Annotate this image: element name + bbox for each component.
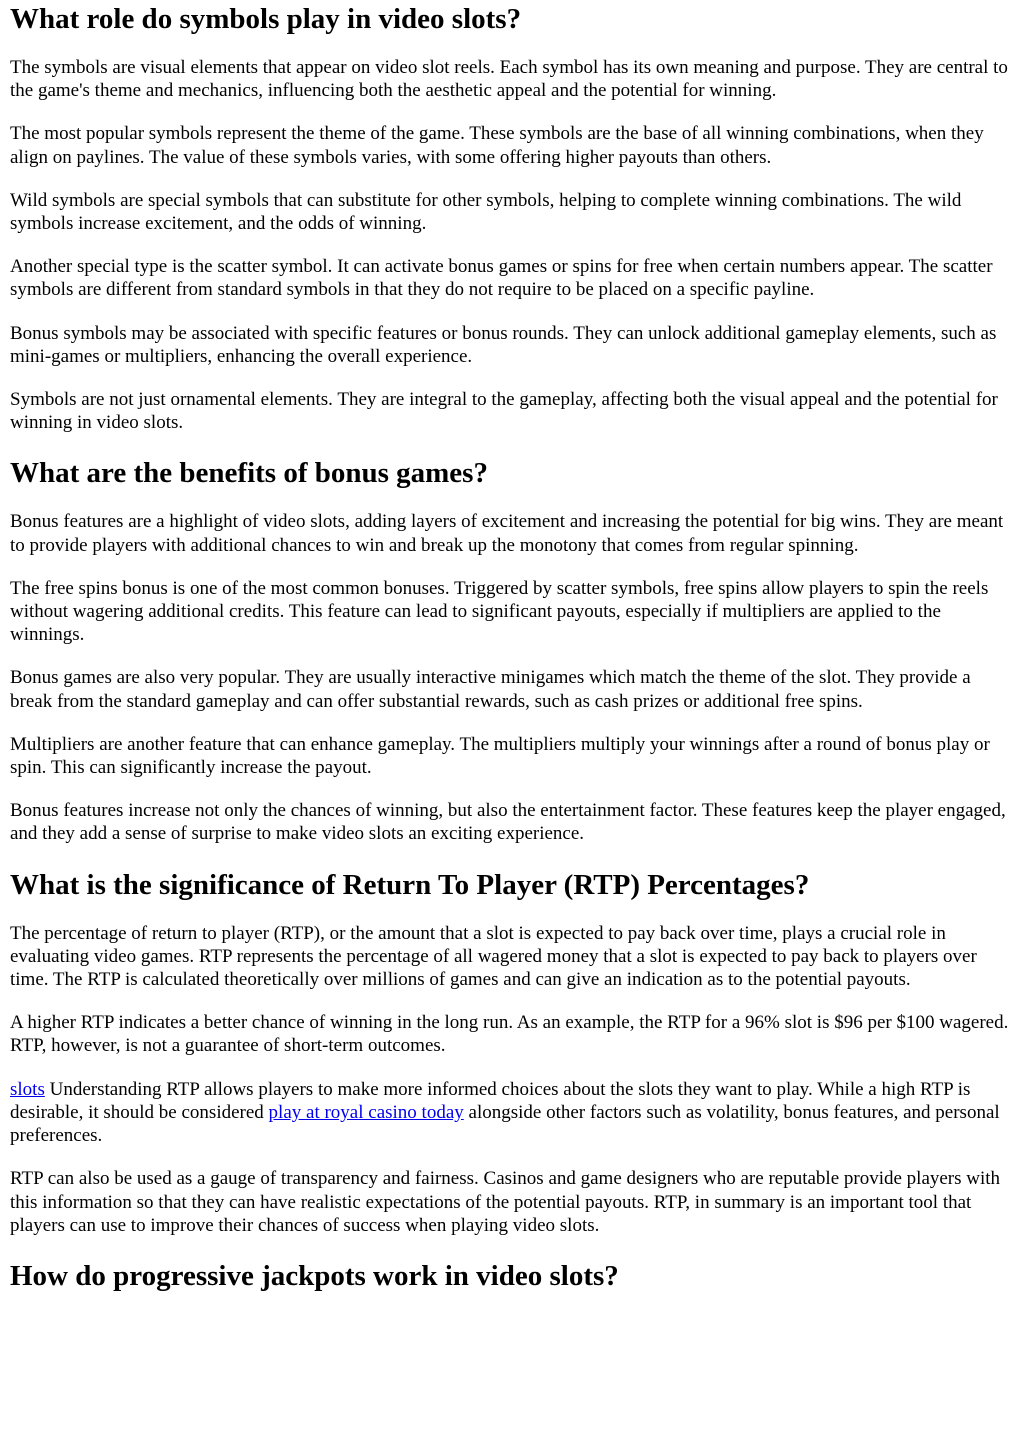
paragraph: Another special type is the scatter symbol. It can activate bonus games or spins for free when certain numbers appear. The scatter symbols are different from standard symbols in that they do not require to be placed on a specific payline. <box>10 256 993 301</box>
paragraph: The most popular symbols represent the theme of the game. These symbols are the base of all winning combinations, when they align on paylines. The value of these symbols varies, with some offering higher payouts than others. <box>10 123 984 168</box>
paragraph: Symbols are not just ornamental elements. They are integral to the gameplay, affecting both the visual appeal and the potential for winning in video slots. <box>10 389 998 434</box>
paragraph-text: Understanding RTP allows players to make more informed choices about the slots they want to play. While a high RTP is desirable, it should be considered <box>10 1078 971 1123</box>
article <box>0 2 1024 1293</box>
paragraph: Wild symbols are special symbols that can substitute for other symbols, helping to complete winning combinations. The wild symbols increase excitement, and the odds of winning. <box>10 189 962 235</box>
slots-link[interactable]: slots <box>10 1078 45 1100</box>
section-heading: How do progressive jackpots work in video slots? <box>10 1259 619 1292</box>
paragraph: Bonus games are also very popular. They are usually interactive minigames which match the theme of the slot. They provide a break from the standard gameplay and can offer substantial rewards, such as cash prizes or additional free spins. <box>10 667 971 712</box>
section-heading: What role do symbols play in video slots? <box>10 3 522 35</box>
paragraph: Bonus features increase not only the chances of winning, but also the entertainment factor. These features keep the player engaged, and they add a sense of surprise to make video slots an exciting experience. <box>10 800 1006 845</box>
section-heading: What is the significance of Return To Player (RTP) Percentages? <box>10 868 810 901</box>
paragraph: Multipliers are another feature that can enhance gameplay. The multipliers multiply your winnings after a round of bonus play or spin. This can significantly increase the payout. <box>10 733 990 779</box>
paragraph: RTP can also be used as a gauge of transparency and fairness. Casinos and game designers who are reputable provide players with this information so that they can have realistic expectations of the potential payouts. RTP, in summary is an important tool that players can use to improve their chances of success when playing video slots. <box>10 1168 1001 1236</box>
royal-casino-link[interactable]: play at royal casino today <box>268 1101 464 1123</box>
section-heading: What are the benefits of bonus games? <box>10 457 488 490</box>
paragraph: Bonus symbols may be associated with specific features or bonus rounds. They can unlock additional gameplay elements, such as mini-games or multipliers, enhancing the overall experience. <box>10 322 997 367</box>
paragraph: Bonus features are a highlight of video slots, adding layers of excitement and increasing the potential for big wins. They are meant to provide players with additional chances to win and break up the monotony that comes from regular spinning. <box>10 511 1004 556</box>
paragraph: The symbols are visual elements that appear on video slot reels. Each symbol has its own meaning and purpose. They are central to the game's theme and mechanics, influencing both the aesthetic appeal and the potential for winning. <box>10 57 1008 102</box>
paragraph-with-links <box>10 1078 1014 1148</box>
paragraph-text: alongside other factors such as volatility, bonus features, and personal preferences. <box>10 1101 1000 1147</box>
paragraph: The free spins bonus is one of the most common bonuses. Triggered by scatter symbols, free spins allow players to spin the reels without wagering additional credits. This feature can lead to significant payouts, especially if multipliers are applied to the winnings. <box>10 577 989 646</box>
paragraph: A higher RTP indicates a better chance of winning in the long run. As an example, the RTP for a 96% slot is $96 per $100 wagered. RTP, however, is not a guarantee of short-term outcomes. <box>10 1012 1009 1057</box>
paragraph: The percentage of return to player (RTP), or the amount that a slot is expected to pay back over time, plays a crucial role in evaluating video games. RTP represents the percentage of all wagered money that a slot is expected to pay back to players over time. The RTP is calculated theoretically over millions of games and can give an indication as to the potential payouts. <box>10 922 977 991</box>
